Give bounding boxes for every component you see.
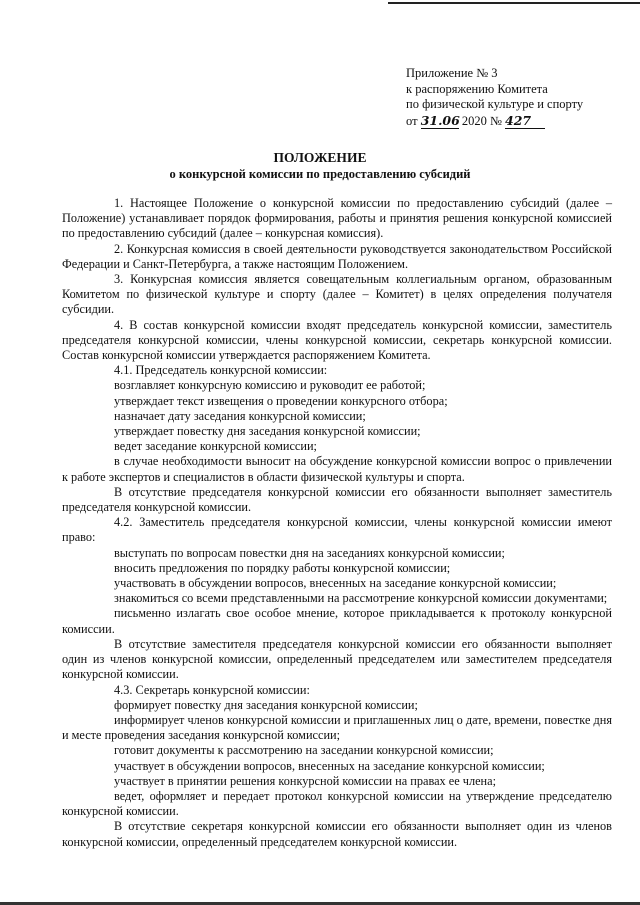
member-right: знакомиться со всеми представленными на рассмотрение конкурсной комиссии документами;: [114, 591, 608, 606]
paragraph-4-1: 4.1. Председатель конкурсной комиссии:: [114, 363, 328, 378]
date-prefix: от: [406, 113, 418, 128]
document-title: ПОЛОЖЕНИЕ: [273, 150, 367, 165]
member-right: участвовать в обсуждении вопросов, внесенных на заседание конкурсной комиссии;: [114, 576, 557, 591]
secretary-duty: участвует в обсуждении вопросов, внесенных на заседание конкурсной комиссии;: [114, 758, 545, 773]
secretary-duty: готовит документы к рассмотрению на заседании конкурсной комиссии;: [114, 743, 494, 758]
paragraph-4-2: 4.2. Заместитель председателя конкурсной комиссии, члены конкурсной комиссии имеют право:: [62, 515, 612, 545]
attachment-header: [406, 66, 583, 129]
chairman-duty: утверждает текст извещения о проведении конкурсного отбора;: [114, 393, 448, 408]
attachment-line-3: по физической культуре и спорту: [406, 97, 584, 111]
paragraph-4-3: 4.3. Секретарь конкурсной комиссии:: [114, 682, 310, 697]
attachment-date-line: [406, 113, 583, 130]
secretary-duty: формирует повестку дня заседания конкурсной комиссии;: [114, 697, 418, 712]
paragraph-3: 3. Конкурсная комиссия является совещательным коллегиальным органом, образованным Комитетом по физической культуре и спорту (далее – Комитет) в целях определения получателя субсидии.: [62, 272, 612, 317]
chairman-duty: в случае необходимости выносит на обсуждение конкурсной комиссии вопрос о привлечении к работе экспертов и специалистов в области физической культуры и спорта.: [62, 454, 612, 484]
chairman-duty: ведет заседание конкурсной комиссии;: [114, 439, 317, 454]
chairman-duty: утверждает повестку дня заседания конкурсной комиссии;: [114, 424, 421, 439]
member-right: письменно излагать свое особое мнение, которое прикладывается к протоколу конкурсной комиссии.: [62, 606, 612, 636]
secretary-duty: ведет, оформляет и передает протокол конкурсной комиссии на утверждение председателю конкурсной комиссии.: [62, 788, 612, 819]
attachment-line-1: Приложение № 3: [406, 66, 498, 80]
handwritten-number: 427: [505, 113, 545, 130]
chairman-duty: возглавляет конкурсную комиссию и руководит ее работой;: [114, 378, 426, 393]
secretary-absence-clause: В отсутствие секретаря конкурсной комиссии его обязанности выполняет один из членов конкурсной комиссии, определенный председателем конкурсной комиссии.: [62, 819, 612, 849]
member-right: вносить предложения по порядку работы конкурсной комиссии;: [114, 560, 451, 575]
paragraph-2: 2. Конкурсная комиссия в своей деятельности руководствуется законодательством Российской Федерации и Санкт-Петербурга, а также настоящим Положением.: [62, 241, 612, 271]
document-subtitle: о конкурсной комиссии по предоставлению субсидий: [169, 167, 471, 181]
deputy-absence-clause: В отсутствие заместителя председателя конкурсной комиссии его обязанности выполняет один из членов конкурсной комиссии, определенный председателем или заместителем председателя конкурсной комиссии.: [62, 636, 612, 682]
secretary-duty: информирует членов конкурсной комиссии и приглашенных лиц о дате, времени, повестке дня и месте проведения заседания конкурсной комиссии;: [62, 712, 612, 743]
chairman-absence-clause: В отсутствие председателя конкурсной комиссии его обязанности выполняет заместитель председателя конкурсной комиссии.: [62, 484, 612, 515]
paragraph-1: 1. Настоящее Положение о конкурсной комиссии по предоставлению субсидий (далее – Положение) устанавливает порядок формирования, работы и принятия решения конкурсной комиссией по предоставлению субсидий (далее – конкурсная комиссия).: [62, 196, 612, 241]
date-year: 2020 №: [461, 113, 502, 128]
chairman-duty: назначает дату заседания конкурсной комиссии;: [114, 408, 366, 423]
member-right: выступать по вопросам повестки дня на заседаниях конкурсной комиссии;: [114, 545, 505, 560]
paragraph-4: 4. В состав конкурсной комиссии входят председатель конкурсной комиссии, заместитель председателя конкурсной комиссии, члены конкурсной комиссии, секретарь конкурсной комиссии. Состав конкурсной комиссии утверждается распоряжением Комитета.: [62, 317, 612, 363]
scan-edge-line: [388, 2, 640, 4]
secretary-duty: участвует в принятии решения конкурсной комиссии на правах ее члена;: [114, 773, 497, 788]
handwritten-date: 31.06: [420, 112, 460, 128]
document-body: [62, 196, 612, 850]
attachment-line-2: к распоряжению Комитета: [406, 81, 548, 96]
